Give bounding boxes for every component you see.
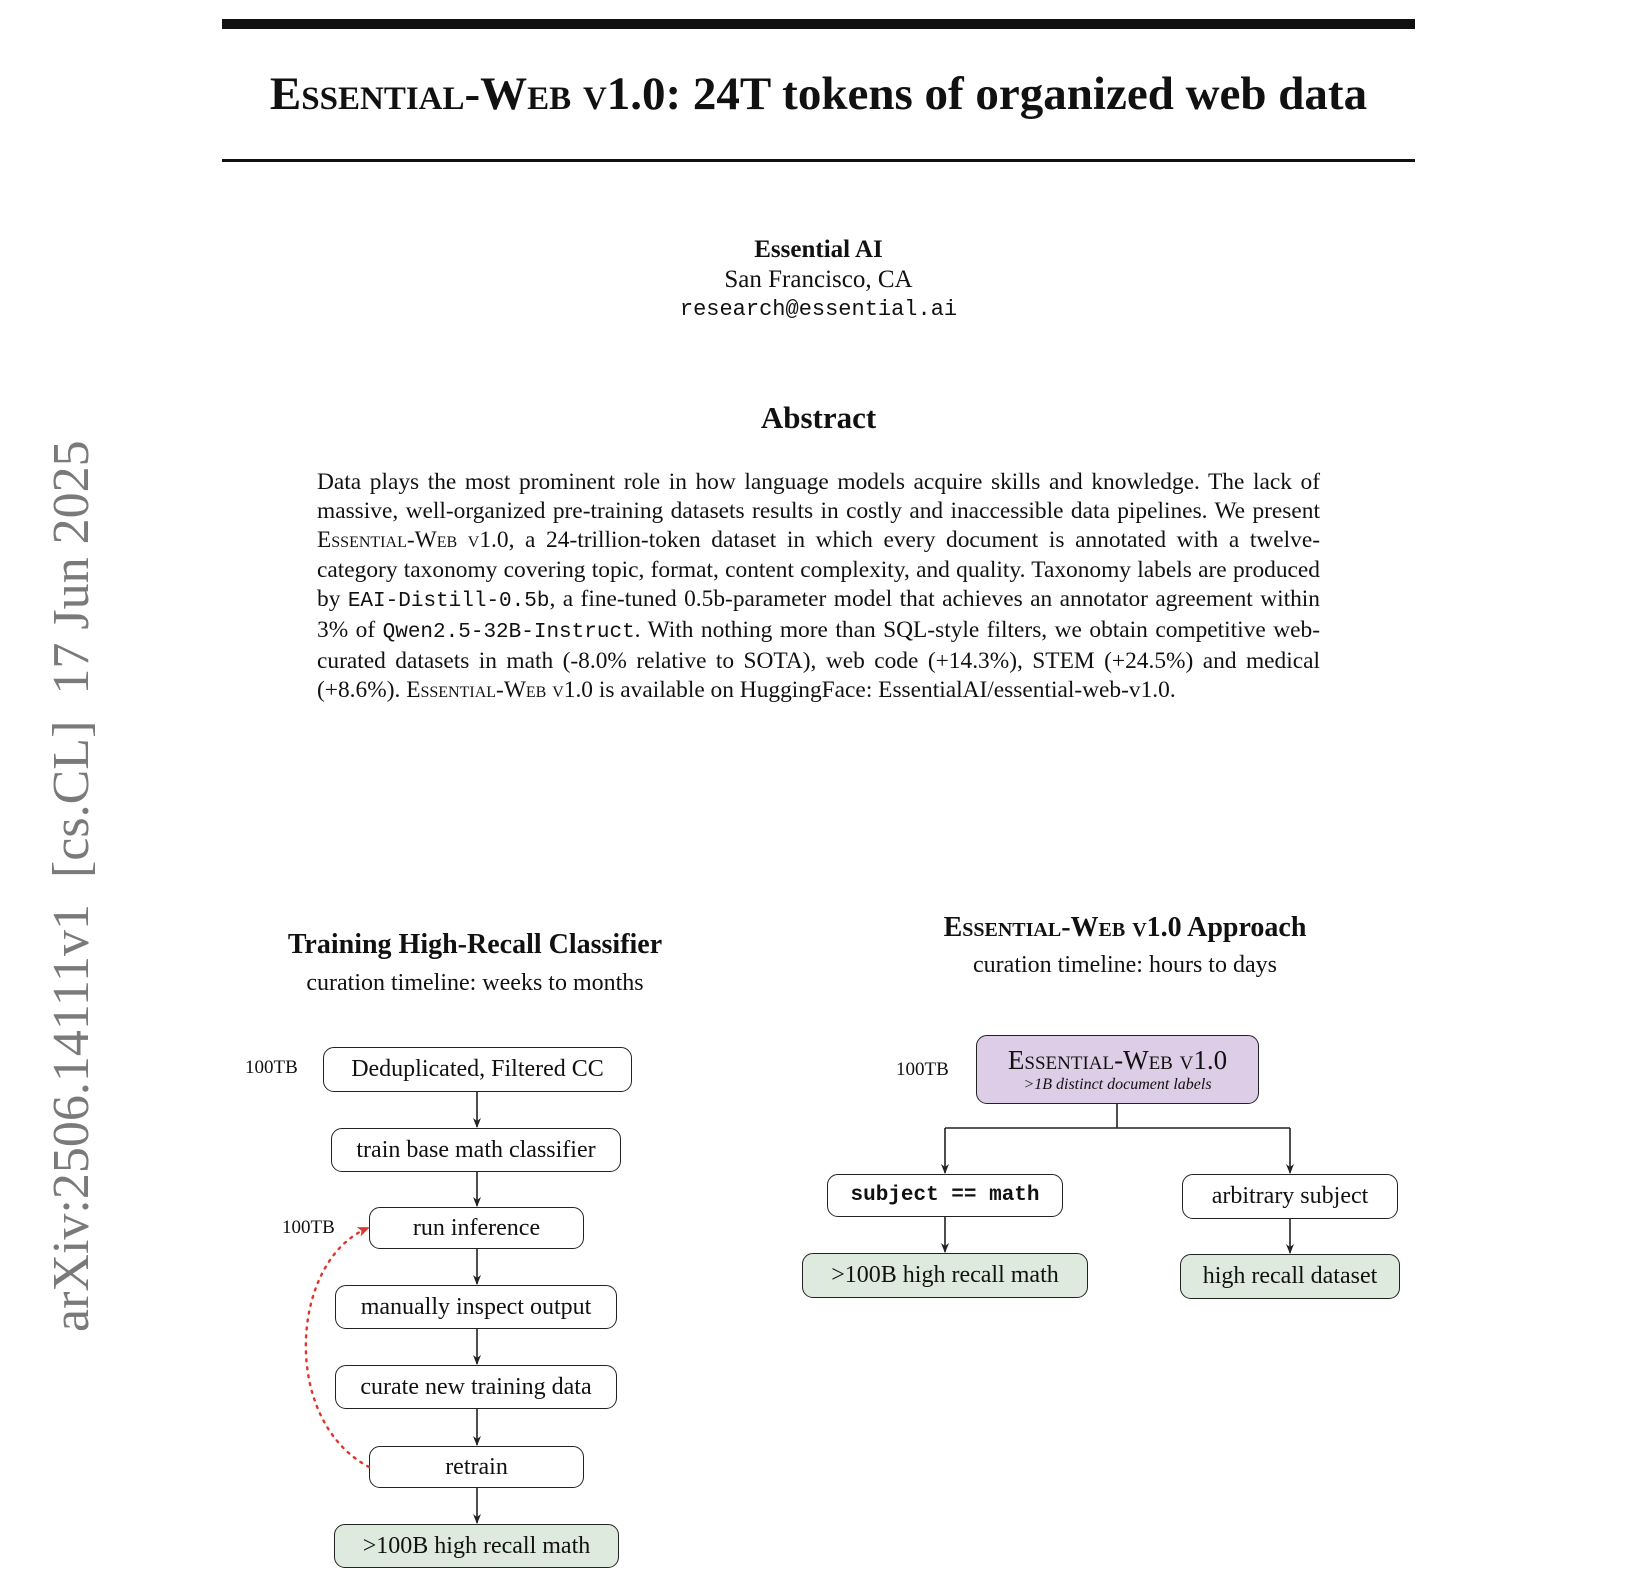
right-size-label: 100TB	[896, 1059, 949, 1080]
node-right-high-recall-math: >100B high recall math	[802, 1253, 1088, 1298]
title-dataset-name: Essential-Web	[269, 68, 572, 120]
abstract-dataset-name-1: Essential-Web v1.0	[317, 527, 509, 554]
abstract-text-3: , a fine-tuned 0.5b-parameter model that achieves an annotator agreement within 3% of	[317, 585, 1320, 644]
filter-expression: subject == math	[850, 1184, 1040, 1207]
node-arbitrary-subject: arbitrary subject	[1182, 1174, 1398, 1219]
abstract-text-1: Data plays the most prominent role in how language models acquire skills and knowledge. The lack of massive, well-organized pre-training datasets results in costly and inaccessible data pipelines. We present	[317, 469, 1320, 525]
author-name: Essential AI	[754, 236, 883, 263]
node-deduplicated-cc: Deduplicated, Filtered CC	[323, 1047, 632, 1092]
root-node-title: Essential-Web v1.0	[1007, 1044, 1228, 1075]
node-run-inference: run inference	[369, 1207, 584, 1249]
abstract-heading: Abstract	[760, 400, 877, 435]
node-curate-training-data: curate new training data	[335, 1365, 617, 1409]
node-retrain: retrain	[369, 1446, 584, 1488]
title-rest: : 24T tokens of organized web data	[665, 68, 1368, 120]
left-panel-subtitle: curation timeline: weeks to months	[306, 970, 644, 996]
abstract-text-5: is available on HuggingFace: EssentialAI/essential-web-v1.0.	[593, 677, 1176, 704]
node-manually-inspect: manually inspect output	[335, 1285, 617, 1329]
abstract-model-qwen: Qwen2.5-32B-Instruct	[382, 621, 635, 645]
abstract-text-2: , a 24-trillion-token dataset in which every document is annotated with a twelve-category taxonomy covering topic, format, content complexity, and quality. Taxonomy labels are produced by	[317, 527, 1321, 612]
title-version: v1.0	[582, 68, 666, 120]
arxiv-identifier: arXiv:2506.14111v1 [cs.CL] 17 Jun 2025	[43, 440, 100, 1332]
left-size-label-inference: 100TB	[282, 1217, 335, 1238]
node-left-high-recall-math: >100B high recall math	[334, 1524, 619, 1568]
root-node-subtitle: >1B distinct document labels	[1023, 1075, 1212, 1093]
author-location: San Francisco, CA	[724, 266, 913, 293]
right-heading-dataset-name: Essential-Web v1.0	[943, 912, 1182, 943]
right-panel-subtitle: curation timeline: hours to days	[973, 952, 1277, 978]
abstract-text-4: . With nothing more than SQL-style filters, we obtain competitive web-curated datasets in math (-8.0% relative to SOTA), web code (+14.3%), STEM (+24.5%) and medical (+8.6%).	[317, 617, 1320, 704]
abstract-dataset-name-2: Essential-Web v1.0	[406, 677, 593, 704]
right-heading-rest: Approach	[1181, 912, 1307, 943]
node-high-recall-dataset: high recall dataset	[1180, 1254, 1400, 1299]
left-panel-heading: Training High-Recall Classifier	[287, 929, 663, 960]
abstract-model-distill: EAI-Distill-0.5b	[347, 589, 550, 613]
arrow-retrain-loop	[306, 1228, 369, 1467]
author-email[interactable]: research@essential.ai	[679, 297, 958, 322]
node-train-base-classifier: train base math classifier	[331, 1128, 621, 1172]
left-size-label-cc: 100TB	[245, 1057, 298, 1078]
